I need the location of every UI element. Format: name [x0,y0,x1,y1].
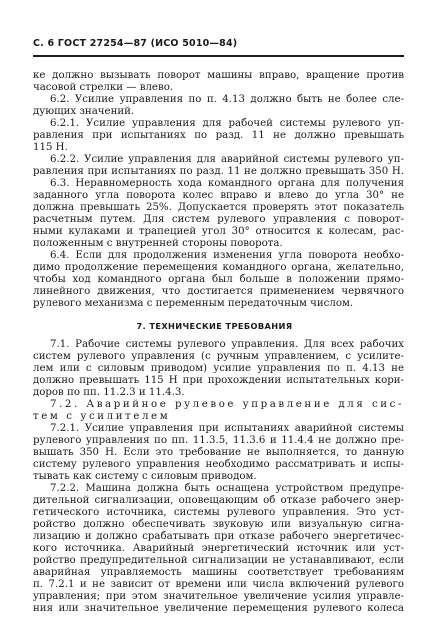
text-line: тывать как систему с силовым приводом. [33,471,257,482]
text-line: п. 7.2.1 и не зависит от времени или числа включений рулевого [33,579,404,590]
text-line: равления при испытаниях по разд. 11 не должно превышать [33,130,404,141]
text-line: заданного угла поворота колес вправо и влево до угла 30° не [33,190,404,201]
text-line: 7.2.2. Машина должна быть оснащена устройством предупре- [50,483,404,494]
text-line: равления при испытаниях по разд. 11 не должно превышать 350 Н. [33,166,404,177]
text-line: лизацию и должно срабатывать при отказе рабочего энергетичес- [33,531,404,542]
text-line: расчетным путем. Для систем рулевого управления с поворот- [33,214,404,225]
text-line: положенным с внутренней стороны поворота. [33,238,283,249]
text-line: систем рулевого управления (с ручным управлением, с усилите- [33,351,404,362]
text-line: рулевого управления по пп. 11.3.5, 11.3.6 и 11.4.4 не должно пре- [33,435,404,446]
text-line: лем или с силовым приводом) усилие управления по п. 4.13 не [33,363,404,374]
text-line: рулевого механизма с переменным передаточным числом. [33,298,354,309]
header-rule [33,55,404,57]
text-line: 6.2.1. Усилие управления для рабочей системы рулевого уп- [50,118,404,129]
text-line: 7.2. Аварийное рулевое управление для сис- [50,399,404,410]
text-line: должно превышать 115 Н при прохождении испытательных кори- [33,375,404,386]
text-line: тем с усилителем [33,411,171,422]
text-line: вышать 350 Н. Если это требование не выполняется, то данную [33,447,404,458]
page-header: С. 6 ГОСТ 27254—87 (ИСО 5010—84) [33,38,238,49]
text-line: ройство предупредительной сигнализации не устанавливают, если [33,555,404,566]
text-line: управления; при этом значительное увеличение усилия управле- [33,591,404,602]
text-line: 115 Н. [33,142,68,153]
text-line: ке должно вызывать поворот машины вправо, вращение против [33,70,404,81]
text-line: доров по пп. 11.2.3 и 11.4.3. [33,387,185,398]
text-line: должна превышать 25%. Допускается проверять этот показатель [33,202,404,213]
text-line: систему рулевого управления необходимо рассматривать и испы- [33,459,404,470]
text-line: кого источника. Аварийный энергетический источник или уст- [33,543,404,554]
text-line: ными кулаками и трапецией угол 30° относится к колесам, рас- [33,226,404,237]
text-line: гетического источника, системы рулевого управления. Это уст- [33,507,404,518]
section-heading: 7. ТЕХНИЧЕСКИЕ ТРЕБОВАНИЯ [136,321,293,331]
text-line: дительной сигнализации, оповещающим об отказе рабочего энер- [33,495,404,506]
text-line: 6.3. Неравномерность хода командного органа для получения [50,178,404,189]
text-line: димо продолжение перемещения командного органа, желательно, [33,262,404,273]
text-line: 6.2. Усилие управления по п. 4.13 должно быть не более сле- [50,94,404,105]
text-line: линейного движения, что достигается применением червячного [33,286,404,297]
text-line: чтобы ход командного органа был больше в положении прямо- [33,274,404,285]
text-line: аварийная управляемость машины соответствует требованиям [33,567,404,578]
text-line: ройство должно обеспечивать звуковую или визуальную сигна- [33,519,404,530]
text-line: ния или значительное увеличение перемещения рулевого колеса [33,603,404,614]
text-line: 6.2.2. Усилие управления для аварийной системы рулевого уп- [50,154,404,165]
text-line: 7.2.1. Усилие управления при испытаниях аварийной системы [50,423,404,434]
text-line: часовой стрелки — влево. [33,82,174,93]
text-line: 6.4. Если для продолжения изменения угла поворота необхо- [50,250,404,261]
text-line: дующих значений. [33,106,135,117]
text-line: 7.1. Рабочие системы рулевого управления. Для всех рабочих [50,339,404,350]
